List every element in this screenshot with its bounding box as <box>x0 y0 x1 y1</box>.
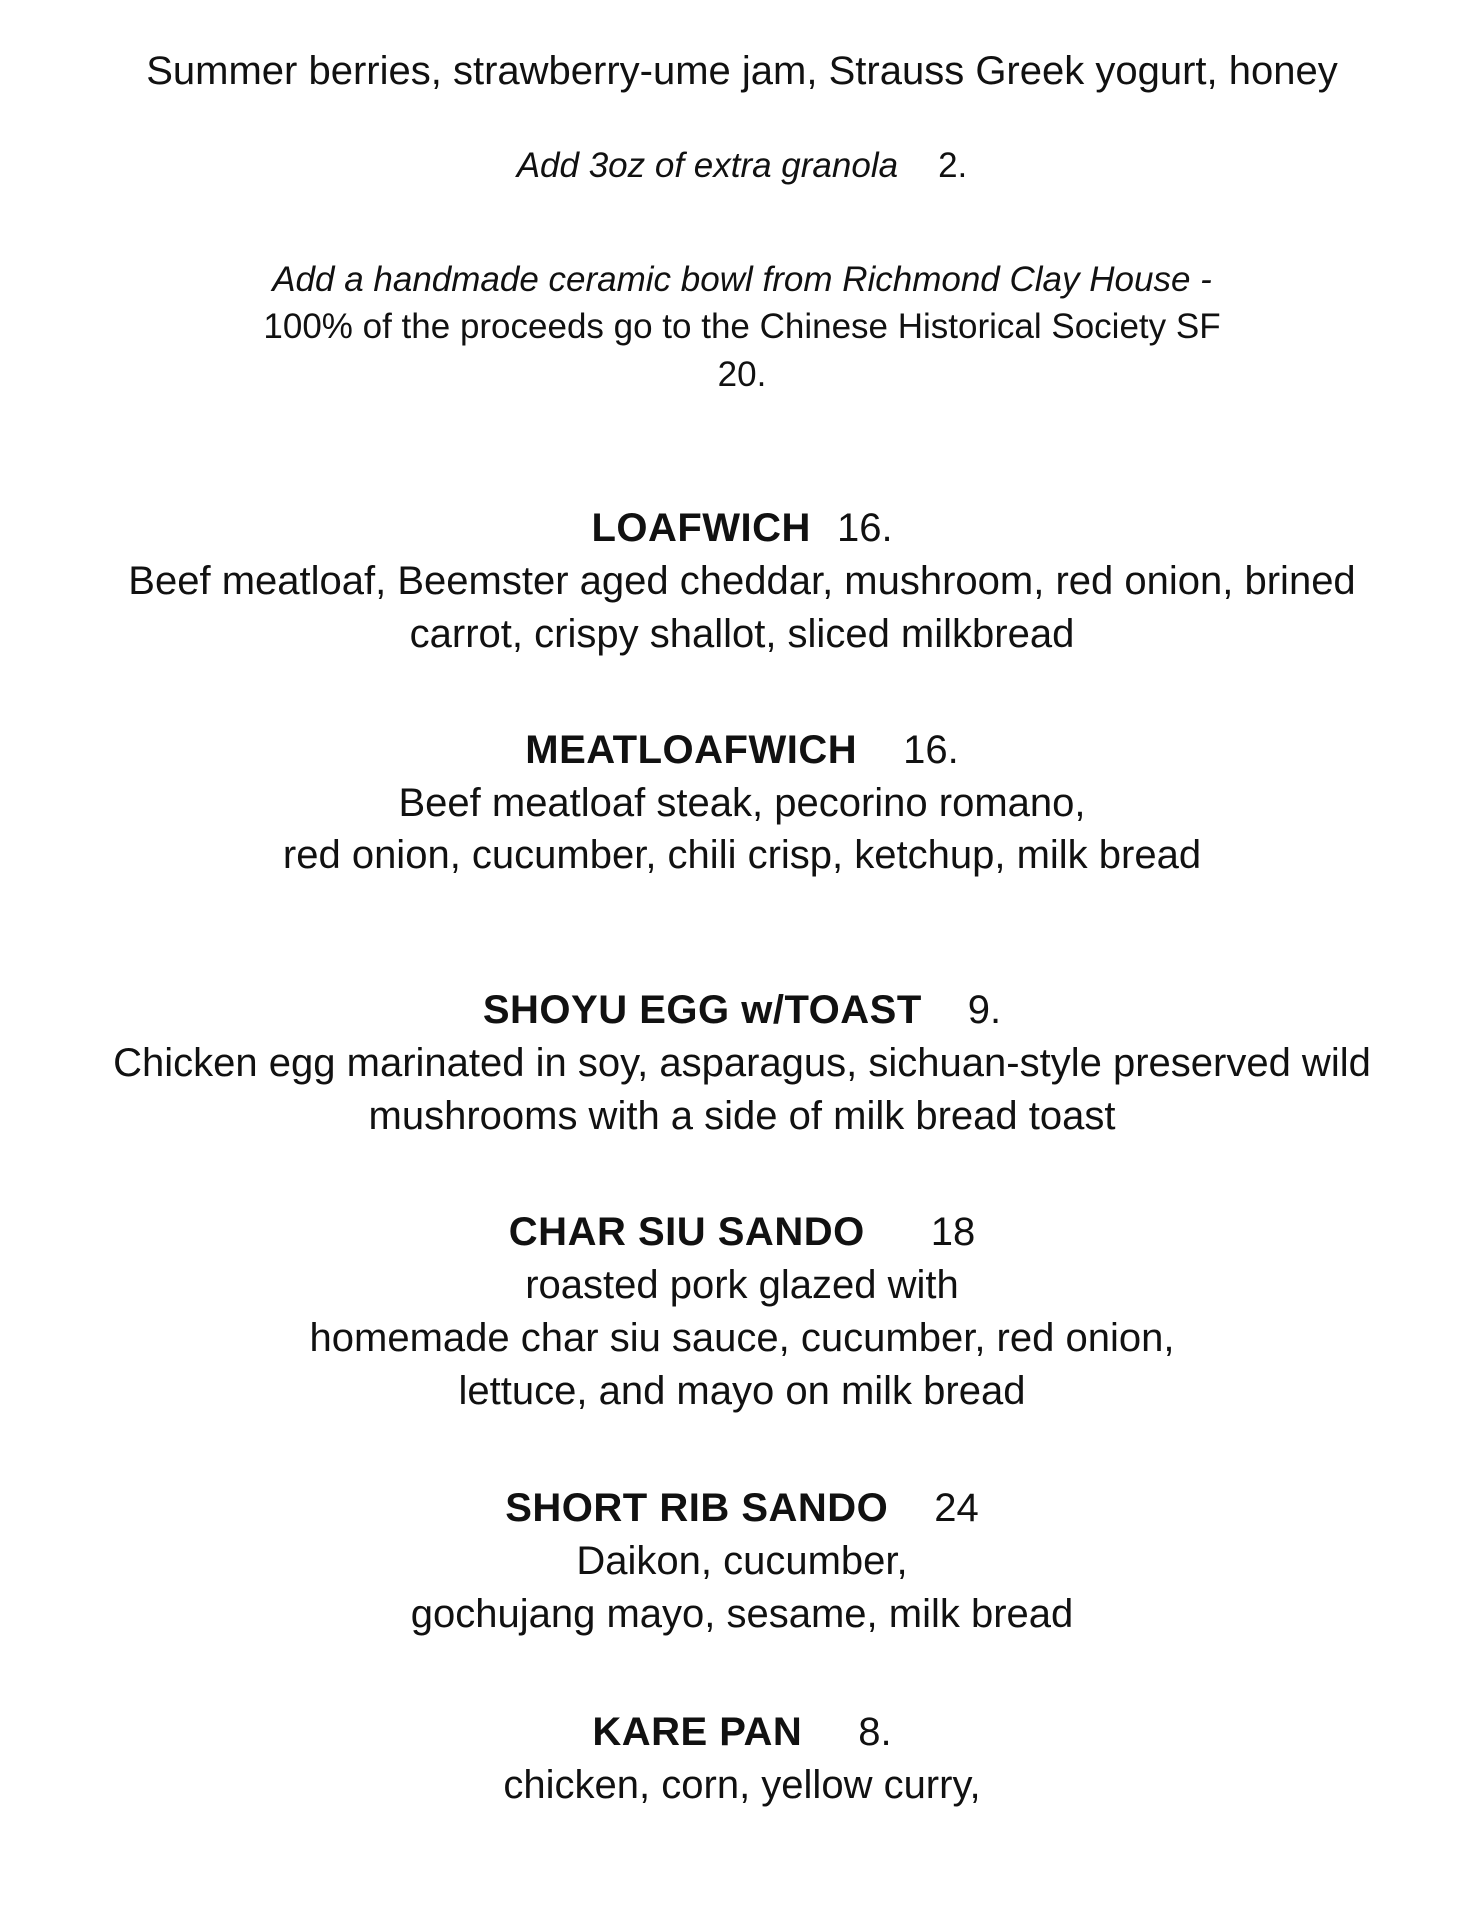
menu-item-title <box>0 1488 1484 1528</box>
menu-item-name: SHOYU EGG w/TOAST <box>482 988 922 1032</box>
menu-item-description-line: Beef meatloaf, Beemster aged cheddar, mushroom, red onion, brined <box>128 559 1356 603</box>
menu-item-price: 24 <box>934 1486 979 1530</box>
menu-item-description-line: Daikon, cucumber, <box>576 1539 908 1583</box>
menu-item-name: MEATLOAFWICH <box>525 728 858 772</box>
menu-item-price: 18 <box>930 1210 976 1254</box>
menu-item-price: 8. <box>858 1710 892 1754</box>
menu-item-description-line: Beef meatloaf steak, pecorino romano, <box>398 781 1086 825</box>
menu-item-name: KARE PAN <box>592 1710 803 1754</box>
menu-item-title <box>0 1212 1484 1252</box>
addon-bowl-label: Add a handmade ceramic bowl from Richmond Clay House - <box>272 260 1212 299</box>
menu-item-description-line: gochujang mayo, sesame, milk bread <box>410 1592 1074 1636</box>
menu-item-title <box>0 508 1484 548</box>
menu-item-description-line: chicken, corn, yellow curry, <box>503 1763 981 1807</box>
menu-item-description-line: lettuce, and mayo on milk bread <box>458 1369 1026 1413</box>
menu-item-price: 9. <box>967 988 1002 1032</box>
menu-item-description-line: red onion, cucumber, chili crisp, ketchup, milk bread <box>282 833 1202 877</box>
addon-granola-label: Add 3oz of extra granola <box>516 146 899 185</box>
addon-bowl-price: 20. <box>717 355 767 394</box>
menu-item-description-line: carrot, crispy shallot, sliced milkbread <box>409 612 1075 656</box>
menu-item-title <box>0 730 1484 770</box>
menu-item-title <box>0 1712 1484 1752</box>
menu-item-price: 16. <box>836 506 893 550</box>
menu-item-description-line: roasted pork glazed with <box>525 1263 959 1307</box>
menu-item-description-line: homemade char siu sauce, cucumber, red onion, <box>309 1316 1175 1360</box>
addon-granola-price: 2. <box>938 146 968 185</box>
menu-item-description-line: mushrooms with a side of milk bread toast <box>368 1094 1116 1138</box>
menu-item-description-line: Chicken egg marinated in soy, asparagus, sichuan-style preserved wild <box>113 1041 1371 1085</box>
parfait-description: Summer berries, strawberry-ume jam, Strauss Greek yogurt, honey <box>146 49 1338 93</box>
addon-granola <box>0 148 1484 183</box>
addon-bowl-note: 100% of the proceeds go to the Chinese Historical Society SF <box>263 307 1221 346</box>
menu-item-title <box>0 990 1484 1030</box>
menu-item-price: 16. <box>903 728 959 772</box>
menu-item-name: LOAFWICH <box>591 506 811 550</box>
menu-item-name: SHORT RIB SANDO <box>505 1486 889 1530</box>
menu-item-name: CHAR SIU SANDO <box>508 1210 865 1254</box>
